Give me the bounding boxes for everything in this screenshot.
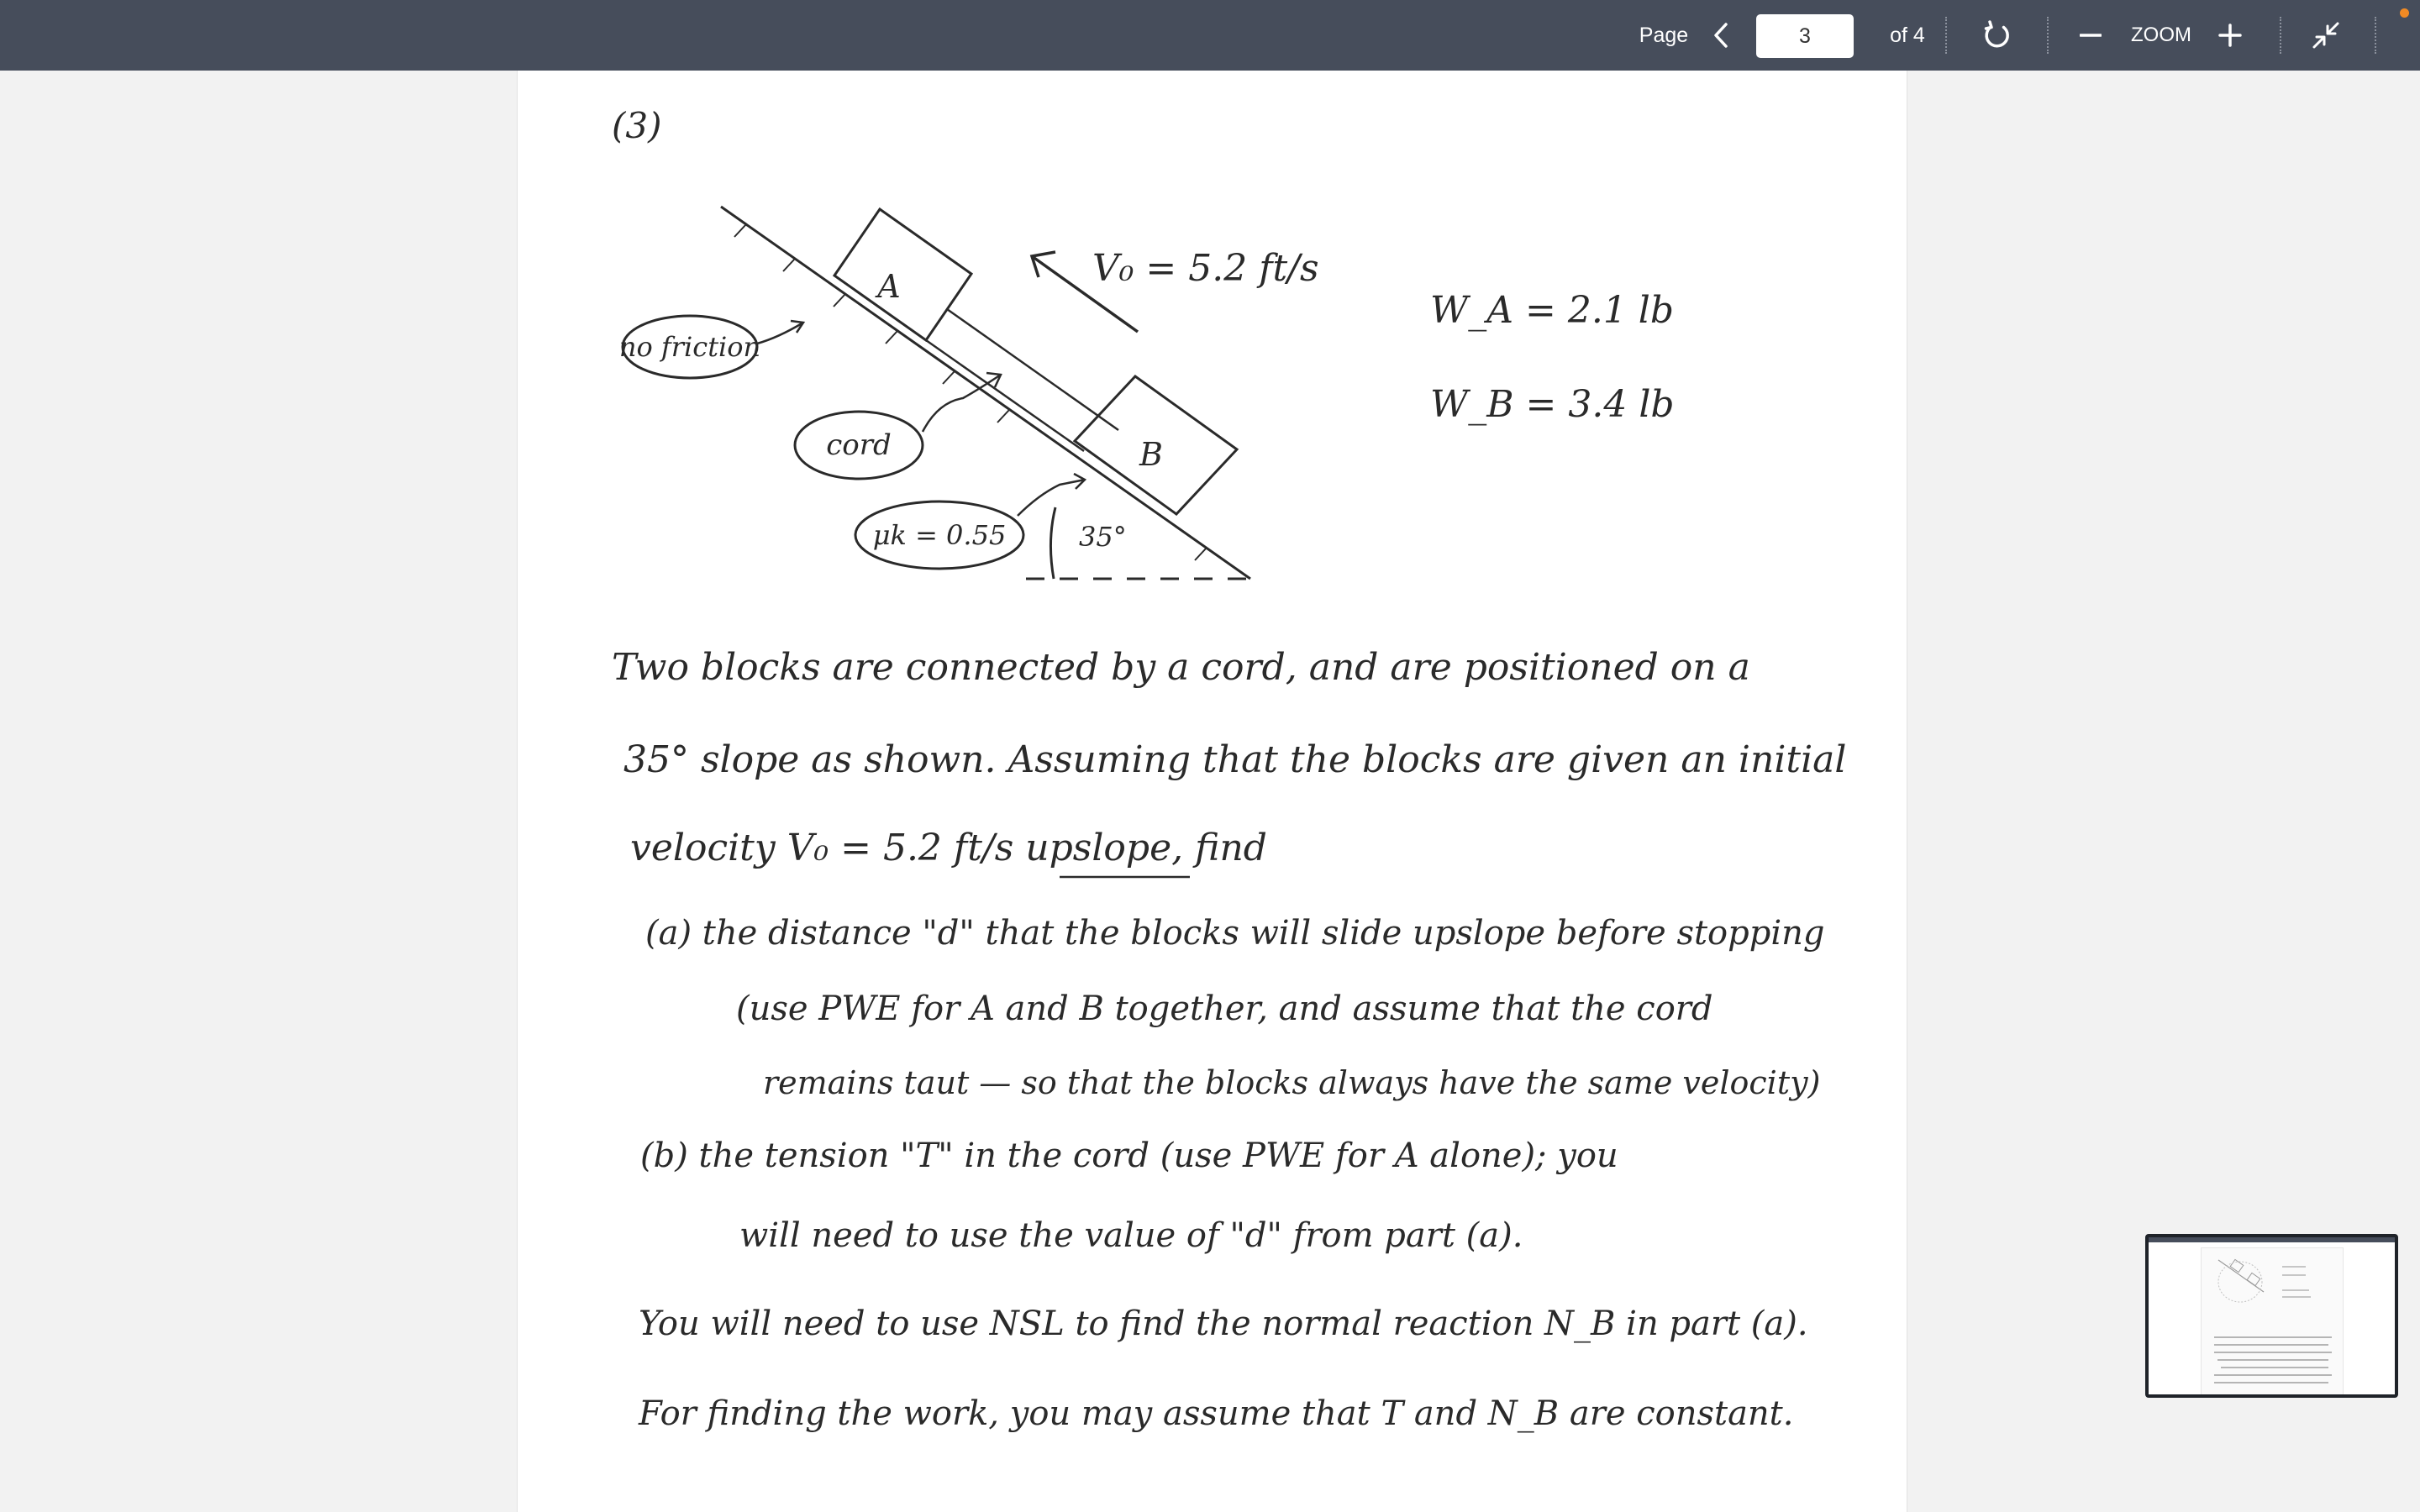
chevron-right-icon [1837,22,1854,49]
page-total: of 4 [1890,23,1925,47]
handwritten-page [518,71,1908,1512]
angle-arc [1050,507,1055,579]
velocity-label: V₀ = 5.2 ft/s [1092,247,1319,290]
rotate-icon [1981,19,2013,51]
text-line: (b) the tension "T" in the cord (use PWE for A alone); you [640,1137,1618,1175]
page-thumbnail[interactable] [2145,1234,2398,1398]
notification-dot [2400,8,2409,18]
viewer-toolbar [0,0,2420,71]
thumbnail-text-line [2214,1374,2332,1376]
exit-fullscreen-button[interactable] [2309,0,2343,71]
chevron-left-icon [1712,22,1729,49]
no-friction-label: no friction [618,331,761,363]
thumbnail-page [2201,1247,2344,1395]
weight-a-label: W_A = 2.1 lb [1430,289,1675,332]
zoom-label-wrap [2126,0,2196,71]
toolbar-divider [2280,17,2281,54]
toolbar-divider [2047,17,2049,54]
block-a [834,209,971,340]
document-page [517,71,1907,1512]
text-line: will need to use the value of "d" from part (a). [739,1216,1523,1255]
text-line: (use PWE for A and B together, and assume that the cord [736,990,1713,1028]
text-line: 35° slope as shown. Assuming that the blocks are given an initial [623,738,1847,781]
thumbnail-text-line [2221,1367,2328,1368]
page-number-input[interactable]: 3 [1756,14,1854,58]
toolbar-divider [1945,17,1947,54]
problem-number: (3) [612,105,662,146]
problem-text [612,646,1846,1433]
cord-line [947,309,1118,430]
text-line: You will need to use NSL to find the normal reaction N_B in part (a). [639,1305,1808,1343]
page-label-wrap [1630,0,1697,71]
angle-label: 35° [1079,521,1127,553]
text-line: velocity V₀ = 5.2 ft/s upslope, find [630,827,1267,869]
block-a-label: A [877,268,901,305]
text-line: For finding the work, you may assume that T and N_B are constant. [639,1394,1794,1433]
cord-line [926,340,1084,451]
thumbnail-text-line [2214,1336,2332,1338]
text-line: (a) the distance "d" that the blocks will slide upslope before stopping [645,914,1825,953]
zoom-label: ZOOM [2131,24,2191,46]
thumbnail-text-line [2214,1352,2332,1353]
page-label: Page [1639,23,1689,47]
text-line: remains taut — so that the blocks always have the same velocity) [763,1064,1821,1101]
thumbnail-text-line [2214,1382,2328,1383]
rotate-button[interactable] [1979,0,2016,71]
weight-b-label: W_B = 3.4 lb [1430,383,1675,426]
next-page-button[interactable] [1828,0,1862,71]
plus-icon [2218,24,2242,47]
page-total-wrap [1876,0,1939,71]
zoom-out-button[interactable] [2077,0,2104,71]
thumbnail-text-line [2214,1344,2328,1346]
minus-icon [2080,24,2102,46]
block-b-label: B [1139,436,1163,473]
zoom-in-button[interactable] [2217,0,2244,71]
collapse-icon [2312,21,2340,50]
cord-label: cord [826,428,892,462]
mu-label: μk = 0.55 [872,519,1007,551]
text-line: Two blocks are connected by a cord, and are positioned on a [612,646,1750,689]
thumbnail-text-line [2217,1359,2328,1361]
toolbar-divider [2375,17,2376,54]
prev-page-button[interactable] [1704,0,1738,71]
thumbnail-toolbar [2149,1237,2395,1242]
